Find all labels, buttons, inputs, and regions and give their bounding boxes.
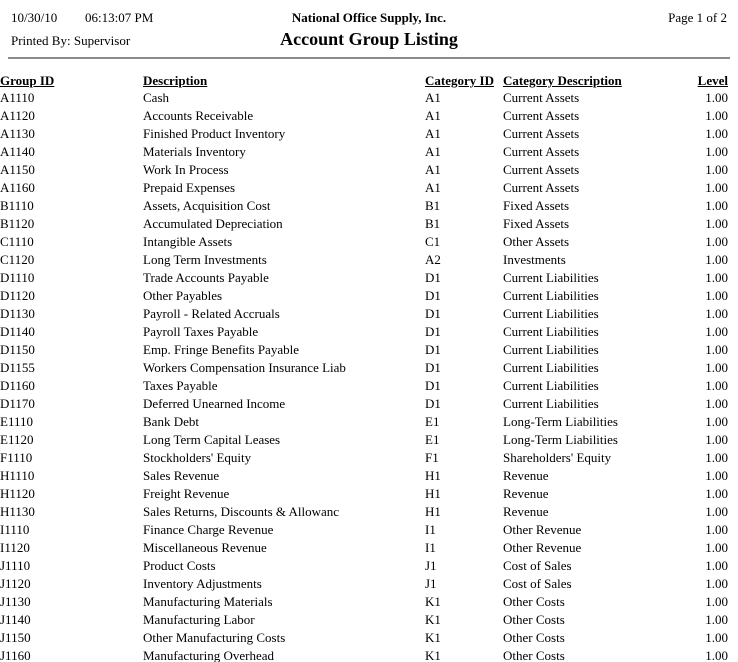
table-cell: Long-Term Liabilities [503,414,618,429]
table-cell: Finished Product Inventory [143,126,286,141]
table-cell: 1.00 [705,486,728,501]
table-row [0,593,738,611]
table-cell: Other Costs [503,612,565,627]
table-cell: Cost of Sales [503,558,572,573]
table-row [0,197,738,215]
table-cell: Payroll - Related Accruals [143,306,280,321]
table-cell: Other Revenue [503,522,582,537]
table-cell: C1120 [0,252,35,267]
table-cell: Other Costs [503,648,565,662]
table-cell: D1120 [0,288,35,303]
table-cell: Current Liabilities [503,342,599,357]
table-cell: Finance Charge Revenue [143,522,274,537]
table-cell: 1.00 [705,198,728,213]
table-cell: 1.00 [705,504,728,519]
table-row [0,557,738,575]
table-cell: 1.00 [705,414,728,429]
table-cell: D1 [425,342,441,357]
table-cell: B1110 [0,198,34,213]
table-cell: Current Liabilities [503,378,599,393]
table-cell: Inventory Adjustments [143,576,262,591]
table-cell: 1.00 [705,378,728,393]
table-cell: Revenue [503,468,549,483]
table-cell: Other Costs [503,630,565,645]
table-cell: Current Liabilities [503,396,599,411]
table-cell: Current Assets [503,180,580,195]
table-cell: J1120 [0,576,31,591]
table-cell: E1110 [0,414,33,429]
table-row [0,89,738,107]
table-cell: D1155 [0,360,35,375]
table-cell: D1110 [0,270,35,285]
table-cell: Miscellaneous Revenue [143,540,267,555]
table-cell: Cost of Sales [503,576,572,591]
table-cell: A1 [425,162,441,177]
table-cell: 1.00 [705,450,728,465]
table-cell: F1 [425,450,439,465]
table-row [0,107,738,125]
table-cell: H1 [425,468,441,483]
table-cell: A1120 [0,108,35,123]
table-cell: 1.00 [705,396,728,411]
table-cell: 1.00 [705,270,728,285]
table-cell: Current Assets [503,126,580,141]
table-cell: A1160 [0,180,35,195]
table-cell: Current Liabilities [503,324,599,339]
table-cell: Stockholders' Equity [143,450,252,465]
column-header-group-id: Group ID [0,73,55,88]
table-cell: Long-Term Liabilities [503,432,618,447]
table-cell: 1.00 [705,630,728,645]
table-cell: Assets, Acquisition Cost [143,198,271,213]
table-cell: 1.00 [705,216,728,231]
table-cell: E1120 [0,432,34,447]
table-cell: Payroll Taxes Payable [143,324,259,339]
table-row [0,269,738,287]
table-cell: Fixed Assets [503,216,570,231]
table-cell: D1160 [0,378,35,393]
column-header-category-description: Category Description [503,73,622,88]
table-row [0,125,738,143]
table-cell: C1110 [0,234,34,249]
table-row [0,287,738,305]
table-cell: Prepaid Expenses [143,180,236,195]
table-cell: Work In Process [143,162,229,177]
table-cell: A1 [425,126,441,141]
table-cell: K1 [425,594,441,609]
table-row [0,143,738,161]
table-row [0,467,738,485]
table-cell: Manufacturing Materials [143,594,273,609]
table-cell: Workers Compensation Insurance Liab [143,360,346,375]
page-indicator: Page 1 of 2 [668,10,727,25]
table-cell: J1130 [0,594,31,609]
table-cell: 1.00 [705,342,728,357]
table-cell: Current Liabilities [503,306,599,321]
table-cell: I1 [425,522,436,537]
table-row [0,647,738,662]
report-time: 06:13:07 PM [85,10,154,25]
table-cell: 1.00 [705,522,728,537]
table-cell: A1 [425,180,441,195]
table-cell: Current Assets [503,162,580,177]
table-cell: H1 [425,486,441,501]
table-row [0,359,738,377]
printed-by-label: Printed By: Supervisor [11,33,131,48]
table-cell: Current Liabilities [503,360,599,375]
table-cell: A1110 [0,90,35,105]
table-cell: Long Term Investments [143,252,267,267]
table-cell: B1120 [0,216,35,231]
table-cell: Current Assets [503,144,580,159]
table-row [0,431,738,449]
table-cell: Bank Debt [143,414,199,429]
table-cell: A1130 [0,126,35,141]
table-cell: H1120 [0,486,35,501]
table-cell: Product Costs [143,558,216,573]
table-cell: Sales Returns, Discounts & Allowanc [143,504,340,519]
table-cell: Sales Revenue [143,468,220,483]
table-cell: Accounts Receivable [143,108,254,123]
table-cell: Other Assets [503,234,570,249]
table-cell: A1 [425,90,441,105]
table-cell: J1150 [0,630,31,645]
table-cell: Revenue [503,504,549,519]
table-cell: I1 [425,540,436,555]
table-cell: D1140 [0,324,35,339]
table-cell: Current Assets [503,90,580,105]
table-cell: J1140 [0,612,31,627]
table-cell: K1 [425,648,441,662]
table-cell: 1.00 [705,540,728,555]
table-cell: 1.00 [705,162,728,177]
table-cell: C1 [425,234,441,249]
table-cell: A2 [425,252,441,267]
table-row [0,377,738,395]
table-cell: I1110 [0,522,30,537]
column-header-category-id: Category ID [425,73,494,88]
table-row [0,161,738,179]
table-cell: Emp. Fringe Benefits Payable [143,342,299,357]
table-cell: D1 [425,288,441,303]
table-cell: Current Assets [503,108,580,123]
table-cell: Other Revenue [503,540,582,555]
table-cell: A1140 [0,144,35,159]
table-cell: D1 [425,396,441,411]
table-cell: Intangible Assets [143,234,233,249]
table-cell: Trade Accounts Payable [143,270,269,285]
table-cell: D1170 [0,396,35,411]
table-cell: D1 [425,270,441,285]
table-header-row [0,68,738,89]
table-cell: Revenue [503,486,549,501]
table-cell: H1130 [0,504,35,519]
table-cell: J1110 [0,558,31,573]
table-cell: Other Costs [503,594,565,609]
table-cell: I1120 [0,540,30,555]
table-cell: Manufacturing Overhead [143,648,275,662]
account-group-table [0,68,738,662]
table-cell: B1 [425,216,441,231]
table-cell: J1 [425,558,437,573]
table-cell: 1.00 [705,288,728,303]
column-header-description: Description [143,73,208,88]
table-cell: D1 [425,324,441,339]
table-row [0,485,738,503]
table-cell: 1.00 [705,594,728,609]
column-header-level: Level [697,73,728,88]
table-cell: Current Liabilities [503,270,599,285]
table-cell: 1.00 [705,144,728,159]
table-row [0,179,738,197]
table-cell: 1.00 [705,432,728,447]
table-cell: D1130 [0,306,35,321]
table-cell: D1 [425,360,441,375]
header-divider [8,57,730,59]
table-row [0,233,738,251]
table-cell: A1150 [0,162,35,177]
table-cell: 1.00 [705,306,728,321]
table-row [0,539,738,557]
table-cell: J1 [425,576,437,591]
table-row [0,521,738,539]
table-row [0,413,738,431]
table-cell: D1150 [0,342,35,357]
table-cell: A1 [425,144,441,159]
table-cell: Other Manufacturing Costs [143,630,286,645]
table-cell: Taxes Payable [143,378,218,393]
table-cell: 1.00 [705,324,728,339]
table-cell: F1110 [0,450,33,465]
table-cell: 1.00 [705,126,728,141]
table-cell: Fixed Assets [503,198,570,213]
table-cell: K1 [425,630,441,645]
table-row [0,449,738,467]
table-row [0,251,738,269]
table-cell: H1 [425,504,441,519]
table-cell: Current Liabilities [503,288,599,303]
table-cell: K1 [425,612,441,627]
table-cell: D1 [425,306,441,321]
table-cell: Cash [143,90,169,105]
table-cell: Freight Revenue [143,486,230,501]
table-cell: Accumulated Depreciation [143,216,283,231]
table-cell: Materials Inventory [143,144,246,159]
table-cell: 1.00 [705,234,728,249]
table-cell: 1.00 [705,90,728,105]
table-cell: 1.00 [705,576,728,591]
table-row [0,503,738,521]
table-row [0,395,738,413]
table-cell: A1 [425,108,441,123]
table-row [0,341,738,359]
table-row [0,215,738,233]
table-row [0,629,738,647]
table-cell: Other Payables [143,288,223,303]
table-row [0,323,738,341]
table-cell: Investments [503,252,566,267]
table-cell: 1.00 [705,612,728,627]
table-cell: 1.00 [705,180,728,195]
table-cell: Manufacturing Labor [143,612,255,627]
table-cell: Shareholders' Equity [503,450,612,465]
table-body [0,89,738,662]
table-cell: 1.00 [705,252,728,267]
table-cell: D1 [425,378,441,393]
table-cell: 1.00 [705,648,728,662]
table-cell: E1 [425,414,440,429]
table-cell: H1110 [0,468,35,483]
table-cell: 1.00 [705,360,728,375]
table-row [0,305,738,323]
table-cell: 1.00 [705,558,728,573]
table-cell: J1160 [0,648,31,662]
table-cell: B1 [425,198,441,213]
report-date: 10/30/10 [11,10,58,25]
table-cell: 1.00 [705,108,728,123]
report-title: Account Group Listing [280,29,458,49]
table-cell: Long Term Capital Leases [143,432,281,447]
table-row [0,611,738,629]
table-row [0,575,738,593]
table-cell: E1 [425,432,440,447]
company-name: National Office Supply, Inc. [291,10,447,25]
table-cell: Deferred Unearned Income [143,396,286,411]
table-cell: 1.00 [705,468,728,483]
